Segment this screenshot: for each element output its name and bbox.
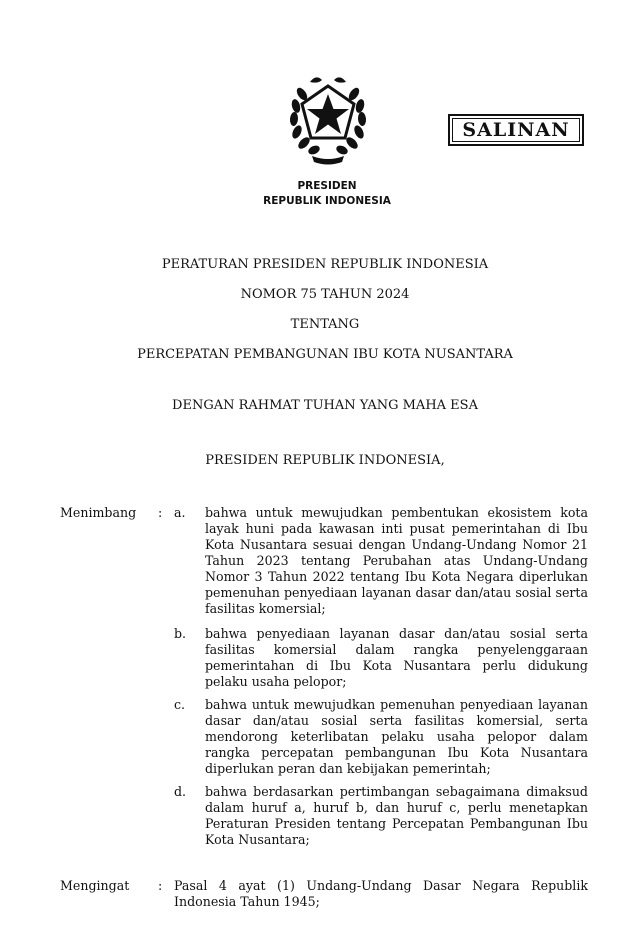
- salinan-label: SALINAN: [462, 119, 570, 141]
- presidential-emblem-icon: [288, 72, 368, 168]
- consideration-letter: d.: [174, 784, 187, 799]
- menimbang-label: Menimbang: [60, 505, 137, 520]
- consideration-letter: a.: [174, 505, 186, 520]
- salinan-stamp: [448, 114, 584, 146]
- consideration-letter: c.: [174, 697, 186, 712]
- mengingat-colon: :: [158, 878, 163, 893]
- mengingat-label: Mengingat: [60, 878, 130, 893]
- regulation-title: PERATURAN PRESIDEN REPUBLIK INDONESIA: [161, 257, 489, 272]
- regulation-number: NOMOR 75 TAHUN 2024: [240, 287, 410, 302]
- consideration-text: bahwa untuk mewujudkan pembentukan ekosistem kota layak huni pada kawasan inti pusat pemerintahan di Ibu Kota Nusantara sesuai dengan Undang-Undang Nomor 21 Tahun 2023 tentang Perubahan atas Undang-Undang Nomor 3 Tahun 2022 tentang Ibu Kota Negara diperlukan pemenuhan penyediaan layanan dasar dan/atau sosial serta fasilitas komersial;: [205, 505, 588, 616]
- regulation-subject: PERCEPATAN PEMBANGUNAN IBU KOTA NUSANTARA: [137, 347, 513, 362]
- consideration-text: bahwa untuk mewujudkan pemenuhan penyediaan layanan dasar dan/atau sosial serta fasilitas komersial, serta mendorong keterlibatan pelaku usaha pelopor dalam rangka percepatan pembangunan Ibu Kota Nusantara diperlukan peran dan kebijakan pemerintah;: [205, 697, 588, 776]
- header-office-line2: REPUBLIK INDONESIA: [263, 195, 391, 207]
- consideration-text: bahwa penyediaan layanan dasar dan/atau sosial serta fasilitas komersial dalam rangka penyelenggaraan pemerintahan di Ibu Kota Nusantara perlu didukung pelaku usaha pelopor;: [205, 626, 588, 689]
- about-heading: TENTANG: [290, 317, 360, 332]
- menimbang-colon: :: [158, 505, 163, 520]
- blessing-line: DENGAN RAHMAT TUHAN YANG MAHA ESA: [172, 398, 478, 413]
- issuer-line: PRESIDEN REPUBLIK INDONESIA,: [205, 453, 445, 468]
- mengingat-text: Pasal 4 ayat (1) Undang-Undang Dasar Negara Republik Indonesia Tahun 1945;: [174, 878, 588, 909]
- consideration-letter: b.: [174, 626, 187, 641]
- consideration-text: bahwa berdasarkan pertimbangan sebagaimana dimaksud dalam huruf a, huruf b, dan huruf c, perlu menetapkan Peraturan Presiden tentang Percepatan Pembangunan Ibu Kota Nusantara;: [205, 784, 588, 847]
- header-office-line1: PRESIDEN: [297, 180, 357, 192]
